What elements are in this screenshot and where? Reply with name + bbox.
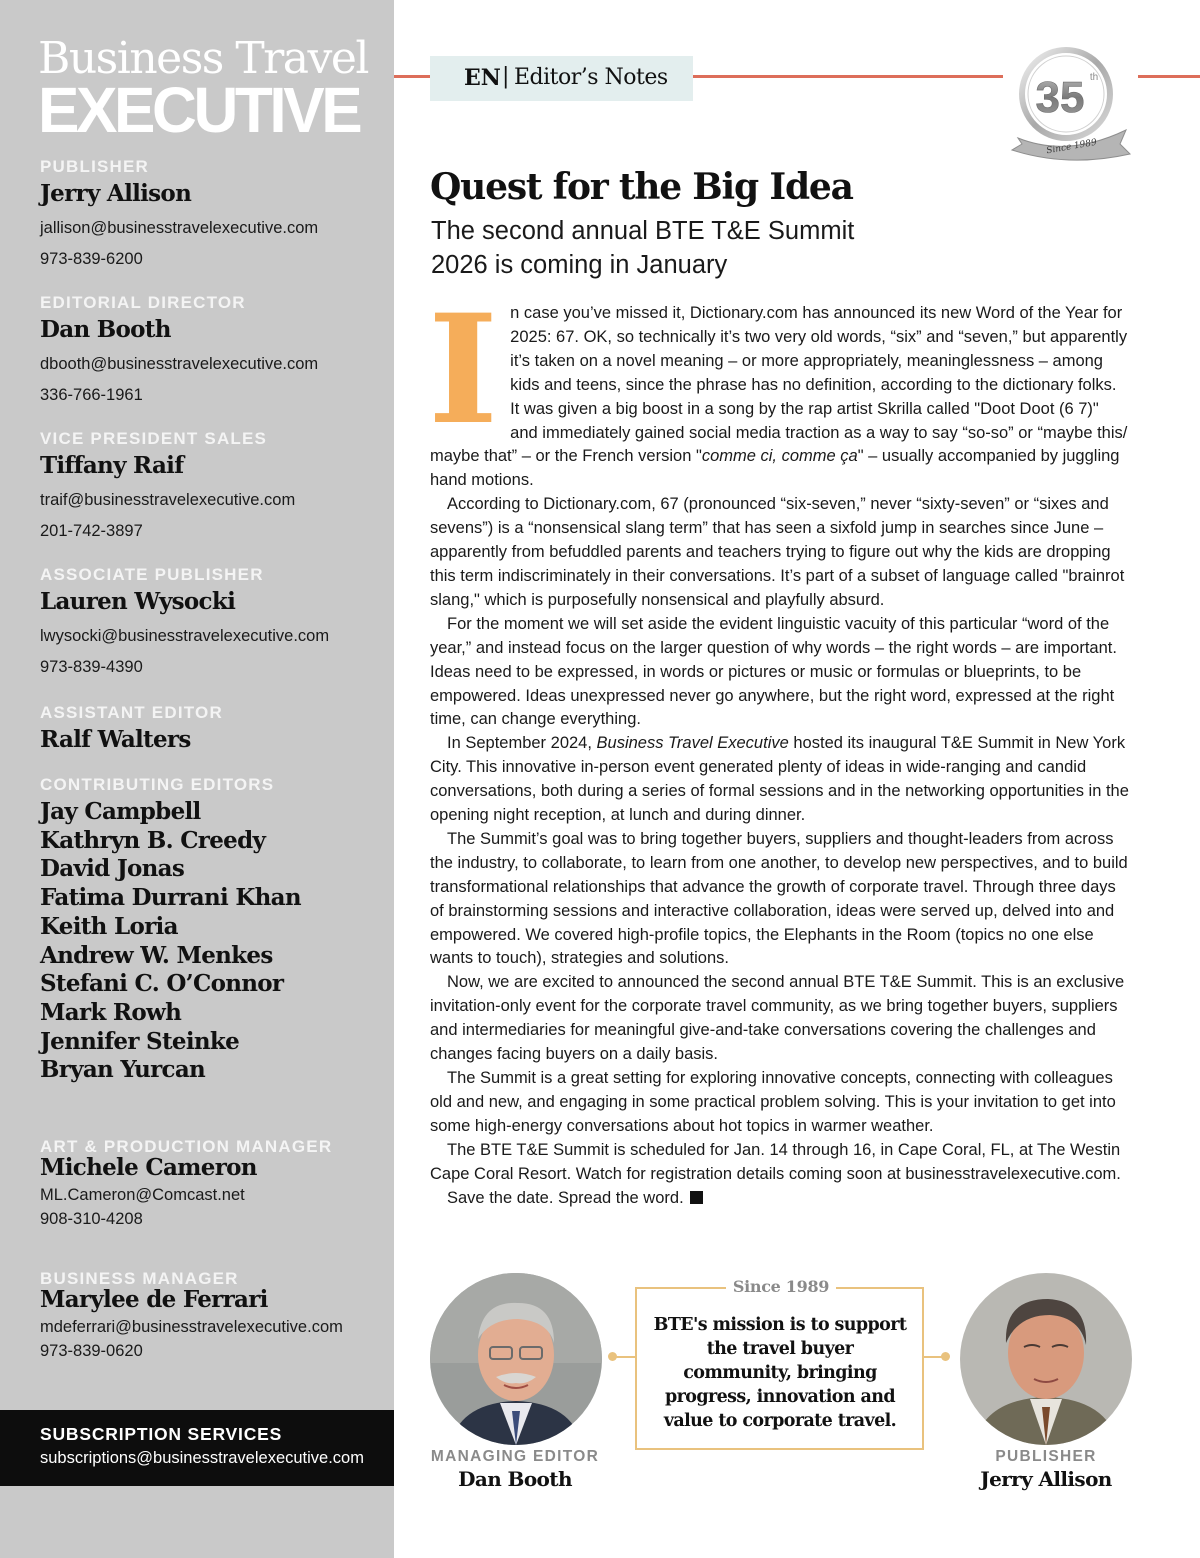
art-production-name: Michele Cameron [40, 1154, 257, 1181]
masthead-sidebar [0, 0, 394, 1558]
paragraph-italic: comme ci, comme ça [701, 447, 858, 466]
mission-statement: BTE's mission is to support the travel buyer community, bringing progress, innovation and value to corporate travel. [653, 1315, 907, 1431]
vp-sales-email[interactable]: traif@businesstravelexecutive.com [40, 491, 296, 509]
publisher-phone: 973-839-6200 [40, 250, 143, 268]
badge-number: 35 [1035, 73, 1085, 122]
header-rule-right [1138, 75, 1200, 78]
section-label: Editor’s Notes [514, 65, 668, 90]
brand-logo-line2: EXECUTIVE [38, 74, 360, 146]
article-paragraph: The Summit is a great setting for exploring innovative concepts, connecting with colleagues old and new, and engaging in some practical problem solving. This is your invitation to get into some high-energy conversations about hot topics in warmer weather. [430, 1069, 1116, 1135]
mission-since-label [726, 1276, 836, 1298]
vp-sales-phone: 201-742-3897 [40, 522, 143, 540]
art-production-phone: 908-310-4208 [40, 1210, 143, 1228]
article-paragraph: Now, we are excited to announced the second annual BTE T&E Summit. This is an exclusive invitation-only event for the corporate travel community, as we bring together buyers, suppliers and intermediaries for meaningful give-and-take conversations covering the challenges and changes facing buyers on a daily basis. [430, 973, 1125, 1064]
badge-since: Since 1989 [1045, 137, 1098, 157]
article-title: Quest for the Big Idea [430, 166, 853, 208]
vp-sales-role: VICE PRESIDENT SALES [40, 429, 268, 448]
contributing-editors-list [40, 798, 301, 1085]
business-manager-phone: 973-839-0620 [40, 1342, 143, 1360]
publisher-signature-name: Jerry Allison [980, 1467, 1112, 1491]
business-manager-email[interactable]: mdeferrari@businesstravelexecutive.com [40, 1318, 343, 1336]
article-subtitle-line2: 2026 is coming in January [431, 251, 728, 279]
header-rule-left [394, 75, 430, 78]
contributing-editor: Bryan Yurcan [40, 1056, 206, 1084]
paragraph-text: In September 2024, [447, 734, 597, 753]
contributing-editor: Fatima Durrani Khan [40, 884, 301, 912]
paragraph-italic: Business Travel Executive [596, 734, 789, 753]
article-paragraph: The Summit’s goal was to bring together buyers, suppliers and thought-leaders from across the industry, to collaborate, to learn from one another, to develop new perspectives, and to build transformational relationships that advance the growth of corporate travel. Through three days of brainstorming sessions and interactive collaboration, ideas were served up, delved into and empowered. We covered high-profile topics, the Elephants in the Room (topics no one else wants to touch), strategies and solutions. [430, 829, 1128, 968]
paragraph-text: hosted its inaugural T&E Summit in New York City. This innovative in-person event generated plenty of ideas in wide-ranging and candid conversations, both during a series of formal sessions and in the networking opportunities in the opening night reception, at lunch and during dinner. [430, 734, 1129, 825]
header-rule-middle [693, 75, 1003, 78]
article-paragraph: According to Dictionary.com, 67 (pronounced “six-seven,” never “sixty-seven” or “sixes and sevens”) is a “nonsensical slang term” that has seen a sixfold jump in searches since June – apparently from befuddled parents and teachers trying to figure out why the kids are dropping this term indiscriminately in their conversations. It’s part of a subset of language called "brainrot slang," which is purposefully nonsensical and playfully absurd. [430, 495, 1125, 609]
editorial-director-phone: 336-766-1961 [40, 386, 143, 404]
article-paragraph [430, 732, 1130, 828]
brand-logo-line1: Business Travel [38, 33, 368, 84]
subscription-services-title: SUBSCRIPTION SERVICES [40, 1424, 283, 1444]
publisher-photo [960, 1273, 1132, 1445]
paragraph-text: " – usually accompanied by juggling hand motions. [430, 447, 1120, 490]
associate-publisher-role: ASSOCIATE PUBLISHER [40, 565, 264, 584]
managing-editor-role: MANAGING EDITOR [430, 1448, 600, 1465]
publisher-role: PUBLISHER [40, 157, 150, 176]
subscription-services-box [0, 1410, 394, 1486]
publisher-name: Jerry Allison [40, 180, 192, 207]
article-body [428, 282, 1130, 1210]
art-production-role: ART & PRODUCTION MANAGER [40, 1137, 333, 1156]
article-paragraph [430, 1187, 1130, 1211]
article-subtitle [431, 214, 854, 282]
business-manager-name: Marylee de Ferrari [40, 1286, 268, 1313]
section-code: EN [464, 65, 501, 91]
mission-since-text: Since 1989 [732, 1277, 830, 1296]
anniversary-badge [1008, 46, 1132, 162]
contributing-editors-role: CONTRIBUTING EDITORS [40, 775, 275, 794]
connector-dot-right [941, 1352, 950, 1361]
drop-cap: I [428, 282, 499, 458]
section-separator: | [502, 64, 510, 89]
article-paragraph: The BTE T&E Summit is scheduled for Jan. 14 through 16, in Cape Coral, FL, at The Westin Cape Coral Resort. Watch for registration details coming soon at businesstravelexecutive.com. [430, 1140, 1121, 1183]
assistant-editor-name: Ralf Walters [40, 726, 191, 753]
assistant-editor-role: ASSISTANT EDITOR [40, 703, 223, 722]
paragraph-text: n case you’ve missed it, Dictionary.com has announced its new Word of the Year for 2025: 67. OK, so technically it’s two very old words, “six” and “seven,” but apparently it’s taken on a novel meaning – or more appropriately, meaninglessness – among kids and teens, since the phrase has no definition, according to the dictionary folks. It was given a big boost in a song by the rap artist Skrilla called "Doot Doot (6 7)" and immediately gained social media traction as a way to say “so-so” or “maybe this/ maybe that” – or the French version " [430, 304, 1128, 466]
contributing-editor: Keith Loria [40, 912, 178, 940]
contributing-editor: Kathryn B. Creedy [40, 826, 266, 854]
badge-suffix: th [1089, 72, 1099, 83]
associate-publisher-email[interactable]: lwysocki@businesstravelexecutive.com [40, 627, 330, 645]
contributing-editor: Jay Campbell [40, 798, 201, 825]
contributing-editor: Jennifer Steinke [40, 1027, 240, 1055]
end-mark-icon [690, 1191, 703, 1204]
vp-sales-name: Tiffany Raif [40, 452, 184, 479]
contributing-editor: David Jonas [40, 855, 185, 883]
publisher-signature-role: PUBLISHER [995, 1448, 1097, 1465]
article-subtitle-line1: The second annual BTE T&E Summit [431, 217, 855, 245]
art-production-email[interactable]: ML.Cameron@Comcast.net [40, 1186, 245, 1204]
article-paragraph: For the moment we will set aside the evident linguistic vacuity of this particular “word of the year,” and instead focus on the larger question of why words – the right words – are important. Ideas need to be expressed, in words or pictures or music or formulas or blueprints, to be empowered. Ideas unexpressed never go anywhere, but the right word, expressed at the right time, can change everything. [430, 614, 1117, 729]
managing-editor-name: Dan Booth [458, 1467, 572, 1491]
paragraph-text: Save the date. Spread the word. [447, 1188, 684, 1207]
managing-editor-photo [430, 1273, 602, 1445]
connector-line-left [613, 1356, 635, 1358]
editorial-director-name: Dan Booth [40, 316, 171, 343]
contributing-editor: Mark Rowh [40, 998, 182, 1026]
subscription-services-email[interactable]: subscriptions@businesstravelexecutive.com [40, 1449, 364, 1467]
editorial-director-email[interactable]: dbooth@businesstravelexecutive.com [40, 355, 319, 373]
associate-publisher-phone: 973-839-4390 [40, 658, 143, 676]
business-manager-role: BUSINESS MANAGER [40, 1269, 239, 1288]
publisher-email[interactable]: jallison@businesstravelexecutive.com [40, 219, 319, 237]
section-tag [430, 56, 693, 101]
editorial-director-role: EDITORIAL DIRECTOR [40, 293, 246, 312]
article-paragraph [428, 282, 1130, 493]
contributing-editor: Stefani C. O’Connor [40, 970, 284, 998]
associate-publisher-name: Lauren Wysocki [40, 588, 236, 615]
contributing-editor: Andrew W. Menkes [40, 941, 273, 969]
